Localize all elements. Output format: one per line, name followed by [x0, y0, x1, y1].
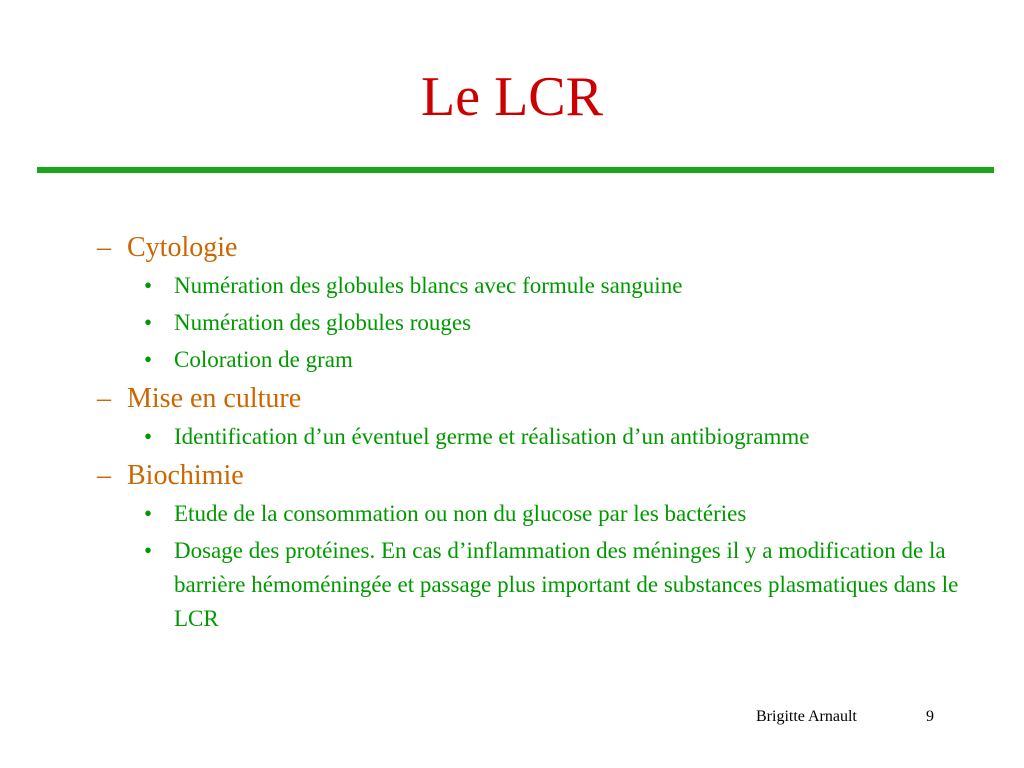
- bullet-icon: •: [144, 273, 153, 298]
- bullet-icon: •: [144, 538, 153, 563]
- dash-marker: –: [97, 383, 111, 414]
- bullet-list: [97, 269, 997, 377]
- section-cytologie: [97, 230, 997, 377]
- section-biochimie: [97, 458, 997, 636]
- list-item: [144, 306, 997, 340]
- section-heading: Mise en culture: [127, 383, 302, 414]
- section-mise-en-culture: [97, 381, 997, 454]
- list-item: [144, 534, 997, 636]
- dash-marker: –: [97, 460, 111, 491]
- list-item: [144, 420, 997, 454]
- section-heading: Cytologie: [127, 232, 238, 263]
- list-item-text: Dosage des protéines. En cas d’inflammation des méninges il y a modification de la barrière hémoméningée et passage plus important de substances plasmatiques dans le LCR: [174, 538, 959, 631]
- slide-content: [97, 226, 997, 640]
- footer-author: Brigitte Arnault: [756, 708, 857, 725]
- bullet-list: [97, 497, 997, 636]
- section-heading-row: [97, 381, 997, 417]
- list-item-text: Numération des globules blancs avec formule sanguine: [174, 273, 683, 298]
- dash-marker: –: [97, 232, 111, 263]
- slide-title: Le LCR: [421, 66, 603, 128]
- title-divider: [37, 167, 994, 173]
- bullet-list: [97, 420, 997, 454]
- bullet-icon: •: [144, 347, 153, 372]
- list-item-text: Etude de la consommation ou non du glucose par les bactéries: [174, 501, 747, 526]
- bullet-icon: •: [144, 501, 153, 526]
- page-number: 9: [926, 708, 934, 725]
- section-heading-row: [97, 458, 997, 494]
- bullet-icon: •: [144, 424, 153, 449]
- section-heading: Biochimie: [127, 460, 244, 491]
- list-item-text: Identification d’un éventuel germe et réalisation d’un antibiogramme: [174, 424, 810, 449]
- list-item-text: Numération des globules rouges: [174, 310, 472, 335]
- section-heading-row: [97, 230, 997, 266]
- bullet-icon: •: [144, 310, 153, 335]
- list-item: [144, 269, 997, 303]
- list-item-text: Coloration de gram: [174, 347, 353, 372]
- list-item: [144, 497, 997, 531]
- list-item: [144, 343, 997, 377]
